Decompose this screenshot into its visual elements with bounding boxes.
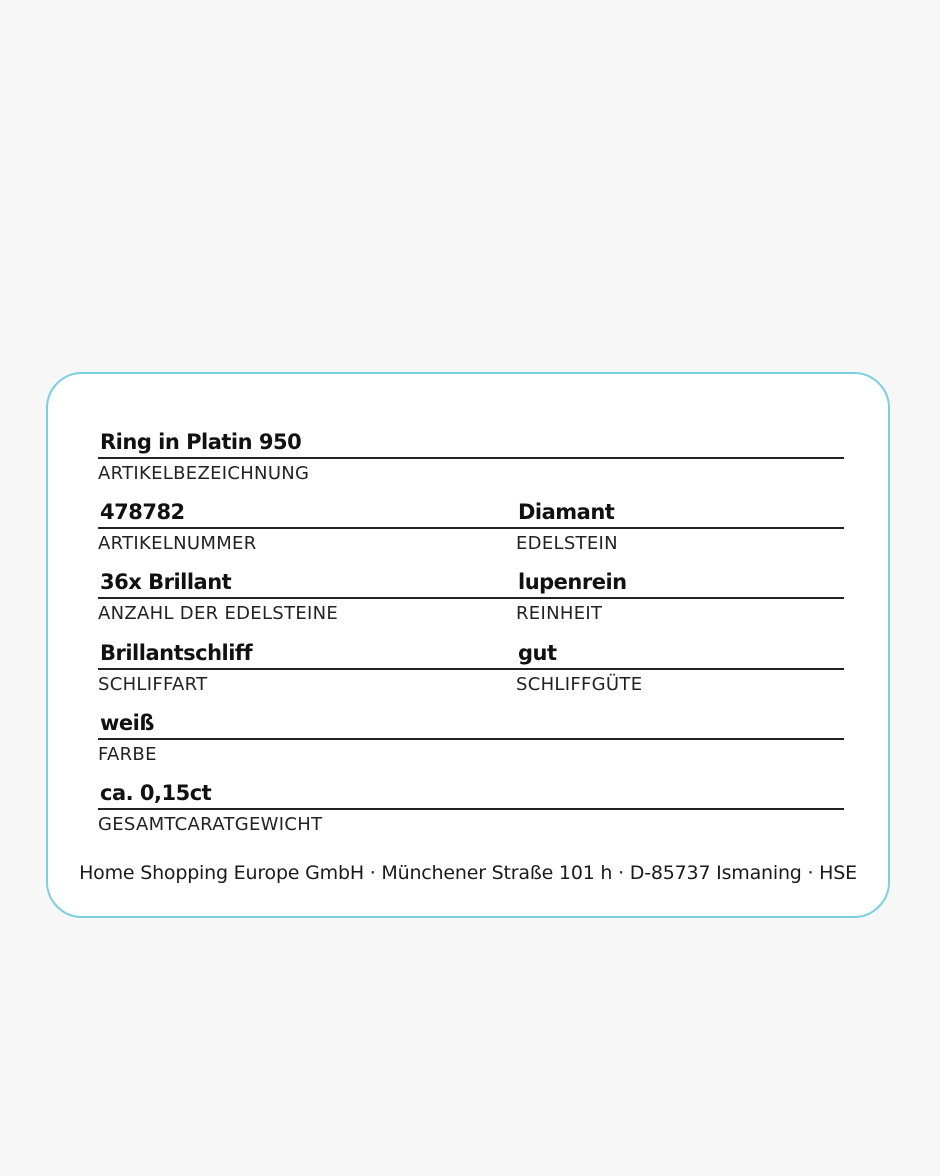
field-label: REINHEIT bbox=[516, 603, 603, 624]
product-info-card bbox=[46, 372, 890, 918]
field-label: EDELSTEIN bbox=[516, 533, 618, 554]
field-row-cut bbox=[98, 635, 844, 705]
divider bbox=[98, 597, 844, 599]
field-row-stone-count bbox=[98, 564, 844, 634]
field-row-carat-weight bbox=[98, 775, 844, 845]
field-row-article-number bbox=[98, 494, 844, 564]
divider bbox=[98, 527, 844, 529]
field-label: ARTIKELNUMMER bbox=[98, 533, 257, 554]
divider bbox=[98, 668, 844, 670]
field-value: gut bbox=[518, 641, 557, 665]
company-footer: Home Shopping Europe GmbH · Münchener Straße 101 h · D-85737 Ismaning · HSE bbox=[79, 862, 857, 884]
field-row-color bbox=[98, 705, 844, 775]
divider bbox=[98, 457, 844, 459]
divider bbox=[98, 738, 844, 740]
divider bbox=[98, 808, 844, 810]
field-label: ARTIKELBEZEICHNUNG bbox=[98, 463, 310, 484]
field-label: FARBE bbox=[98, 744, 157, 765]
field-value: 36x Brillant bbox=[100, 570, 232, 594]
field-value: lupenrein bbox=[518, 570, 627, 594]
field-value: 478782 bbox=[100, 500, 185, 524]
field-value: ca. 0,15ct bbox=[100, 781, 212, 805]
field-value: Diamant bbox=[518, 500, 615, 524]
field-label: GESAMTCARATGEWICHT bbox=[98, 814, 323, 835]
field-label: SCHLIFFART bbox=[98, 674, 208, 695]
field-label: SCHLIFFGÜTE bbox=[516, 674, 643, 695]
field-value: Brillantschliff bbox=[100, 641, 253, 665]
field-row-article-name bbox=[98, 424, 844, 494]
field-value: weiß bbox=[100, 711, 154, 735]
field-label: ANZAHL DER EDELSTEINE bbox=[98, 603, 339, 624]
field-value: Ring in Platin 950 bbox=[100, 430, 302, 454]
